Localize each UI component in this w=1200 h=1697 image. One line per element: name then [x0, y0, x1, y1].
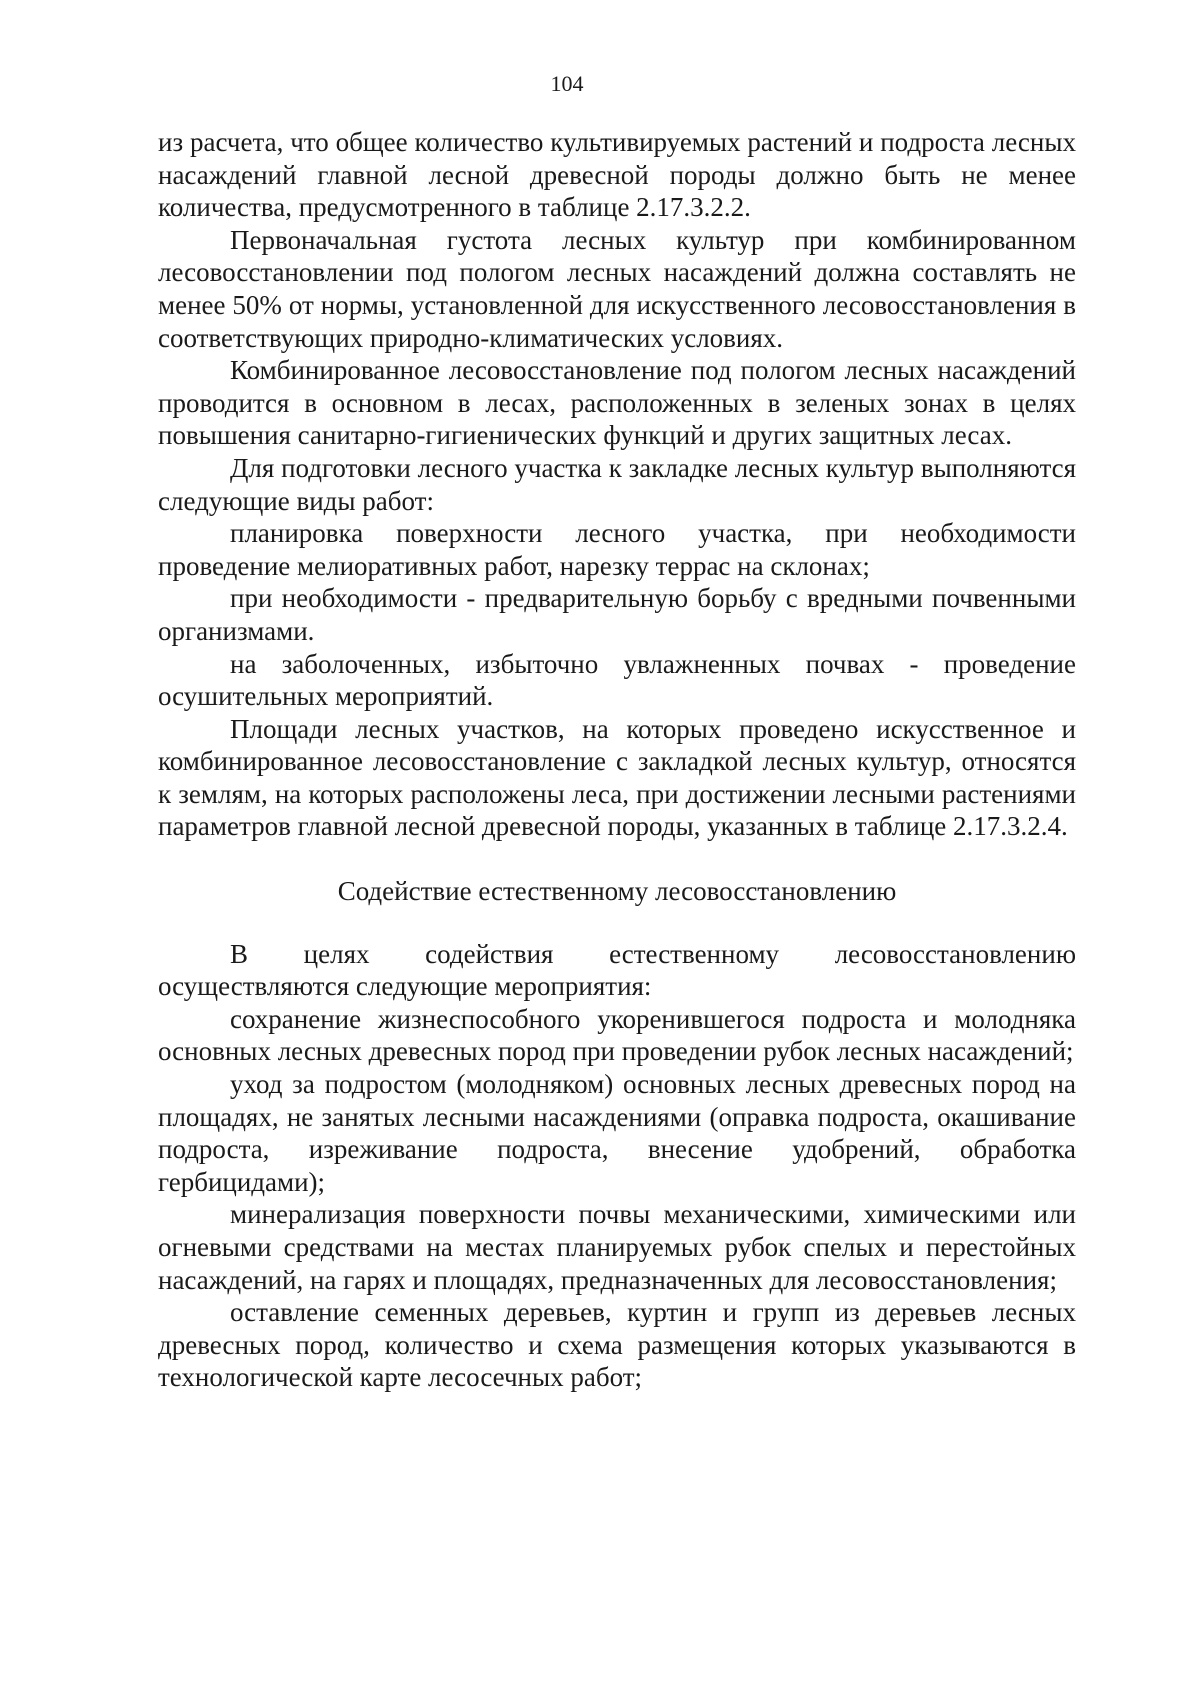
paragraph: Площади лесных участков, на которых проведено искусственное и комбинированное лесовосстановление с закладкой лесных культур, относятся к землям, на которых расположены леса, при достижении лесными растениями параметров главной лесной древесной породы, указанных в таблице 2.17.3.2.4. — [158, 713, 1076, 842]
page-number: 104 — [550, 71, 584, 96]
paragraph: Первоначальная густота лесных культур при комбинированном лесовосстановлении под пологом лесных насаждений должна составлять не менее 50% от нормы, установленной для искусственного лесовосстановления в соответствующих природно-климатических условиях. — [158, 224, 1076, 353]
list-item-paragraph: при необходимости - предварительную борьбу с вредными почвенными организмами. — [158, 583, 1076, 646]
list-item-paragraph: на заболоченных, избыточно увлажненных почвах - проведение осушительных мероприятий. — [158, 648, 1076, 712]
paragraph: В целях содействия естественному лесовосстановлению осуществляются следующие мероприятия: — [158, 938, 1076, 1002]
list-item-paragraph: оставление семенных деревьев, куртин и групп из деревьев лесных древесных пород, количество и схема размещения которых указываются в технологической карте лесосечных работ; — [158, 1297, 1076, 1393]
list-item-paragraph: минерализация поверхности почвы механическими, химическими или огневыми средствами на местах планируемых рубок спелых и перестойных насаждений, на гарях и площадях, предназначенных для лесовосстановления; — [158, 1199, 1076, 1295]
text-block-after — [158, 938, 1076, 1394]
paragraph: Для подготовки лесного участка к закладке лесных культур выполняются следующие виды работ: — [158, 452, 1076, 516]
list-item-paragraph: планировка поверхности лесного участка, при необходимости проведение мелиоративных работ, нарезку террас на склонах; — [158, 518, 1076, 581]
section-heading: Содействие естественному лесовосстановлению — [337, 876, 897, 907]
paragraph: Комбинированное лесовосстановление под пологом лесных насаждений проводится в основном в лесах, расположенных в зеленых зонах в целях повышения санитарно-гигиенических функций и других защитных лесах. — [158, 355, 1076, 451]
list-item-paragraph: сохранение жизнеспособного укоренившегося подроста и молодняка основных лесных древесных пород при проведении рубок лесных насаждений; — [158, 1003, 1076, 1067]
paragraph: из расчета, что общее количество культивируемых растений и подроста лесных насаждений главной лесной древесной породы должно быть не менее количества, предусмотренного в таблице 2.17.3.2.2. — [158, 127, 1076, 223]
list-item-paragraph: уход за подростом (молодняком) основных лесных древесных пород на площадях, не занятых лесными насаждениями (оправка подроста, окашивание подроста, изреживание подроста, внесение удобрений, обработка гербицидами); — [158, 1069, 1076, 1197]
document-body — [158, 126, 1076, 1394]
text-block-before — [158, 126, 1076, 843]
